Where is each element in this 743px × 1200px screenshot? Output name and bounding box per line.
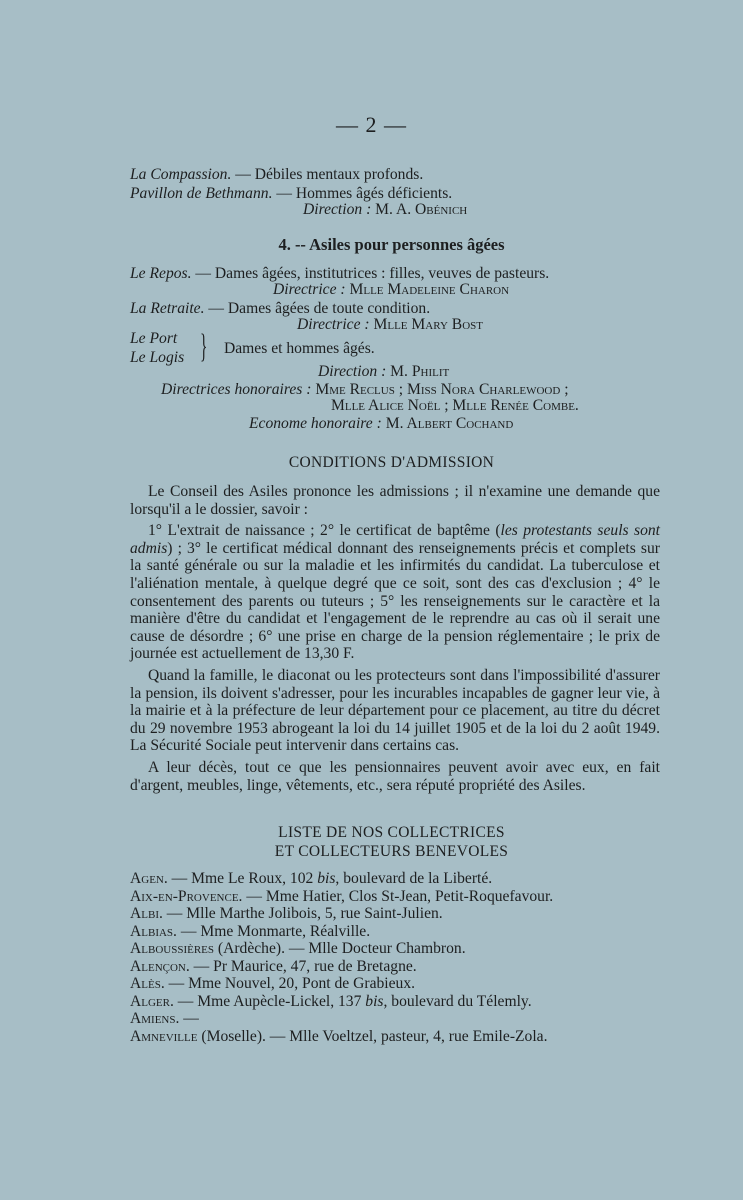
collector-text: — Mme Hatier, Clos St-Jean, Petit-Roquefavour. bbox=[242, 887, 554, 905]
bethmann-direction bbox=[303, 201, 467, 218]
entry-name: Le Repos. bbox=[130, 265, 192, 282]
conditions-paragraph-1: Le Conseil des Asiles prononce les admissions ; il n'examine une demande que lorsqu'il a le dossier, savoir : bbox=[130, 483, 660, 518]
honorary-line-1: Mme Reclus ; Miss Nora Charlewood ; bbox=[311, 381, 569, 398]
collector-city: Alès. bbox=[130, 975, 165, 992]
conditions-p2-end: ) ; 3° le certificat médical donnant des renseignements précis et complets sur la santé générale ou sur la maladie et les infirmités du candidat. La tuberculose et l'aliénation mentale, à quelque degré que ce soit, sont des cas d'exclusion ; 4° le consentement des parents ou tuteurs ; 5° les renseignements sur le caractère et la manière d'être du candidat et l'engagement de le reprendre au cas où il serait une cause de désordre ; 6° une prise en charge de la pension réglementaire ; le prix de journée est actuellement de 13,30 F. bbox=[130, 539, 660, 663]
brace-symbol: } bbox=[200, 328, 208, 365]
econome bbox=[249, 415, 513, 432]
collector-text: — Pr Maurice, 47, rue de Bretagne. bbox=[189, 957, 417, 975]
entry-name: La Compassion. bbox=[130, 166, 232, 183]
direction-label: Directrice : bbox=[273, 281, 346, 298]
honorary-line-2: Mlle Alice Noël ; Mlle Renée Combe. bbox=[331, 397, 579, 414]
entry-desc: — Dames âgées de toute condition. bbox=[204, 300, 431, 317]
retraite-direction bbox=[297, 316, 483, 333]
collector-rest: , boulevard de la Liberté. bbox=[335, 870, 493, 887]
page-number: — 2 — bbox=[336, 112, 407, 137]
direction-label: Directrice : bbox=[297, 316, 370, 333]
list-item bbox=[130, 888, 690, 906]
list-item bbox=[130, 993, 690, 1011]
collector-text: — bbox=[179, 1010, 199, 1027]
conditions-paragraph-4: A leur décès, tout ce que les pensionnaires peuvent avoir avec eux, en fait d'argent, meubles, linge, vêtements, etc., sera réputé propriété des Asiles. bbox=[130, 758, 660, 794]
conditions-p2-italic: les protestants seuls sont admis bbox=[130, 522, 660, 557]
conditions-p2-start: 1° L'extrait de naissance ; 2° le certificat de baptême ( bbox=[148, 522, 501, 540]
collector-city: Albi. bbox=[130, 905, 163, 922]
list-heading-line-2: ET COLLECTEURS BENEVOLES bbox=[274, 843, 509, 860]
entry-compassion bbox=[130, 166, 423, 183]
collector-text: — Mme Aupècle-Lickel, 137 bbox=[173, 992, 366, 1010]
list-heading-line-1: LISTE DE NOS COLLECTRICES bbox=[278, 824, 505, 841]
list-item bbox=[130, 923, 690, 941]
direction-name: Mlle Mary Bost bbox=[369, 316, 483, 333]
entry-logis: Le Logis bbox=[130, 349, 185, 366]
direction-label: Direction : bbox=[303, 201, 372, 218]
collectors-list bbox=[130, 870, 690, 1045]
entry-name: La Retraite. bbox=[130, 300, 205, 317]
conditions-paragraph-3: Quand la famille, le diaconat ou les protecteurs sont dans l'impossibilité d'assurer la pension, ils doivent s'adresser, pour les incurables incapables de gagner leur vie, à la mairie et à la préfecture de leur département pour ce placement, au titre du décret du 29 novembre 1953 abrogeant la loi du 14 juillet 1905 et de la loi du 2 août 1949. La Sécurité Sociale peut intervenir dans certains cas. bbox=[130, 666, 660, 755]
direction-name: M. Philit bbox=[386, 363, 450, 380]
collector-city: Alençon. bbox=[130, 957, 190, 975]
direction-name: M. A. Obénich bbox=[371, 201, 468, 218]
direction-label: Direction : bbox=[318, 363, 387, 380]
entry-retraite bbox=[130, 300, 430, 317]
collector-city: Alger. bbox=[130, 992, 174, 1010]
entry-name: Pavillon de Bethmann. bbox=[130, 185, 273, 202]
collector-city: Alboussières bbox=[130, 940, 214, 957]
honorary-directors bbox=[161, 381, 569, 398]
entry-desc: — Dames âgées, institutrices : filles, veuves de pasteurs. bbox=[191, 265, 550, 282]
entry-desc: — Débiles mentaux profonds. bbox=[231, 166, 424, 183]
collector-city: Amiens. bbox=[130, 1010, 180, 1027]
collector-text: — Mme Nouvel, 20, Pont de Grabieux. bbox=[164, 975, 416, 992]
list-item bbox=[130, 1010, 690, 1028]
direction-name: Mlle Madeleine Charon bbox=[345, 281, 510, 298]
collector-text: — Mme Le Roux, 102 bbox=[167, 870, 318, 887]
collector-city: Agen. bbox=[130, 870, 168, 887]
econome-name: M. Albert Cochand bbox=[381, 415, 514, 432]
collector-city: Aix-en-Provence. bbox=[130, 887, 243, 905]
port-direction bbox=[318, 363, 449, 380]
entry-bethmann bbox=[130, 185, 452, 202]
list-item bbox=[130, 975, 690, 993]
entry-desc: — Hommes âgés déficients. bbox=[272, 185, 453, 202]
collector-italic: bis bbox=[365, 992, 384, 1010]
list-item bbox=[130, 905, 690, 923]
econome-label: Econome honoraire : bbox=[249, 415, 382, 432]
honorary-label: Directrices honoraires : bbox=[161, 381, 312, 398]
section-heading-asiles: 4. -- Asiles pour personnes âgées bbox=[278, 235, 505, 254]
collector-city: Amneville bbox=[130, 1027, 198, 1045]
collector-rest: , boulevard du Télemly. bbox=[383, 992, 532, 1010]
conditions-heading: CONDITIONS D'ADMISSION bbox=[288, 454, 495, 471]
list-item bbox=[130, 958, 690, 976]
collector-text: (Ardèche). — Mlle Docteur Chambron. bbox=[214, 940, 466, 957]
collector-italic: bis bbox=[317, 870, 336, 887]
entry-port: Le Port bbox=[130, 330, 178, 347]
collector-city: Albias. bbox=[130, 922, 177, 940]
entry-repos bbox=[130, 265, 549, 282]
list-item bbox=[130, 1028, 690, 1046]
port-logis-desc: Dames et hommes âgés. bbox=[224, 340, 375, 357]
conditions-paragraph-2 bbox=[130, 522, 660, 663]
conditions-text bbox=[130, 483, 660, 794]
collector-text: — Mme Monmarte, Réalville. bbox=[176, 922, 371, 940]
list-item bbox=[130, 940, 690, 958]
collector-text: (Moselle). — Mlle Voeltzel, pasteur, 4, rue Emile-Zola. bbox=[197, 1027, 548, 1045]
repos-direction bbox=[273, 281, 509, 298]
collector-text: — Mlle Marthe Jolibois, 5, rue Saint-Julien. bbox=[162, 905, 443, 922]
list-item bbox=[130, 870, 690, 888]
